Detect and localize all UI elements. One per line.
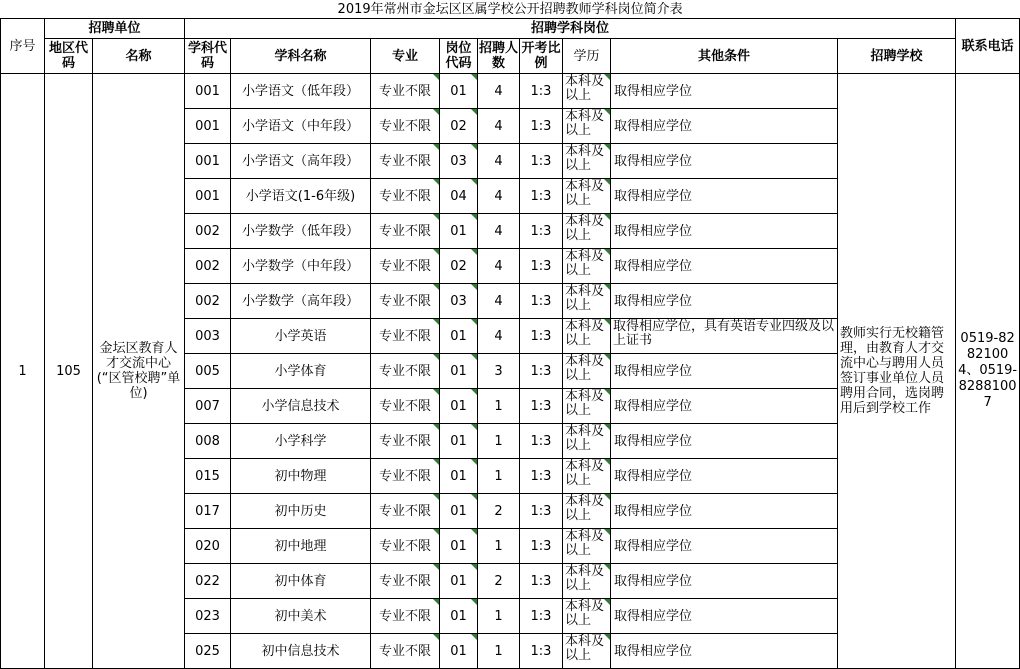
header-exam-ratio: 开考比例 [520,39,563,74]
subject-code-cell: 008 [185,424,231,459]
exam-ratio-cell: 1:3 [520,599,563,634]
table-title: 2019年常州市金坛区区属学校公开招聘教师学科岗位简介表 [1,0,1020,19]
major-cell: 专业不限 [371,214,440,249]
other-conditions-cell: 取得相应学位 [611,389,838,424]
hire-count-cell: 4 [478,179,520,214]
post-code-cell: 02 [440,249,478,284]
subject-name-cell: 小学语文(1-6年级) [231,179,371,214]
header-seq: 序号 [1,19,45,74]
education-cell: 本科及以上 [563,179,611,214]
post-code-cell: 02 [440,109,478,144]
unit-name-cell: 金坛区教育人才交流中心(“区管校聘”单位) [93,74,185,669]
other-conditions-cell: 取得相应学位 [611,529,838,564]
exam-ratio-cell: 1:3 [520,424,563,459]
seq-cell: 1 [1,74,45,669]
subject-code-cell: 022 [185,564,231,599]
other-conditions-cell: 取得相应学位 [611,564,838,599]
other-conditions-cell: 取得相应学位 [611,249,838,284]
header-subject-name: 学科名称 [231,39,371,74]
exam-ratio-cell: 1:3 [520,179,563,214]
header-contact: 联系电话 [956,19,1020,74]
post-code-cell: 01 [440,494,478,529]
major-cell: 专业不限 [371,634,440,669]
hire-count-cell: 4 [478,144,520,179]
exam-ratio-cell: 1:3 [520,564,563,599]
hire-count-cell: 1 [478,459,520,494]
subject-code-cell: 003 [185,319,231,354]
post-code-cell: 01 [440,74,478,109]
education-cell: 本科及以上 [563,319,611,354]
hire-count-cell: 4 [478,249,520,284]
major-cell: 专业不限 [371,249,440,284]
hire-count-cell: 1 [478,389,520,424]
exam-ratio-cell: 1:3 [520,389,563,424]
subject-code-cell: 001 [185,179,231,214]
subject-name-cell: 小学信息技术 [231,389,371,424]
hire-count-cell: 4 [478,214,520,249]
education-cell: 本科及以上 [563,564,611,599]
subject-name-cell: 初中美术 [231,599,371,634]
subject-name-cell: 小学数学（中年段） [231,249,371,284]
header-post-code: 岗位代码 [440,39,478,74]
subject-name-cell: 小学体育 [231,354,371,389]
education-cell: 本科及以上 [563,494,611,529]
header-hire-count: 招聘人数 [478,39,520,74]
other-conditions-cell: 取得相应学位 [611,214,838,249]
hire-count-cell: 4 [478,319,520,354]
subject-code-cell: 002 [185,284,231,319]
post-code-cell: 01 [440,389,478,424]
subject-code-cell: 023 [185,599,231,634]
hire-count-cell: 3 [478,354,520,389]
subject-code-cell: 001 [185,74,231,109]
header-post-group: 招聘学科岗位 [185,19,956,39]
subject-code-cell: 017 [185,494,231,529]
other-conditions-cell: 取得相应学位，具有英语专业四级及以上证书 [611,319,838,354]
hire-count-cell: 4 [478,74,520,109]
other-conditions-cell: 取得相应学位 [611,144,838,179]
hire-count-cell: 2 [478,494,520,529]
subject-name-cell: 小学语文（低年段） [231,74,371,109]
education-cell: 本科及以上 [563,249,611,284]
exam-ratio-cell: 1:3 [520,494,563,529]
hire-count-cell: 1 [478,599,520,634]
other-conditions-cell: 取得相应学位 [611,494,838,529]
other-conditions-cell: 取得相应学位 [611,284,838,319]
major-cell: 专业不限 [371,564,440,599]
education-cell: 本科及以上 [563,74,611,109]
hire-count-cell: 1 [478,424,520,459]
major-cell: 专业不限 [371,74,440,109]
education-cell: 本科及以上 [563,529,611,564]
header-school: 招聘学校 [838,39,956,74]
subject-name-cell: 小学科学 [231,424,371,459]
hire-count-cell: 1 [478,634,520,669]
post-code-cell: 04 [440,179,478,214]
major-cell: 专业不限 [371,284,440,319]
other-conditions-cell: 取得相应学位 [611,74,838,109]
header-education: 学历 [563,39,611,74]
education-cell: 本科及以上 [563,599,611,634]
subject-code-cell: 002 [185,214,231,249]
education-cell: 本科及以上 [563,144,611,179]
header-unit-name: 名称 [93,39,185,74]
education-cell: 本科及以上 [563,389,611,424]
education-cell: 本科及以上 [563,354,611,389]
subject-code-cell: 015 [185,459,231,494]
subject-code-cell: 001 [185,144,231,179]
other-conditions-cell: 取得相应学位 [611,459,838,494]
subject-name-cell: 小学数学（低年段） [231,214,371,249]
exam-ratio-cell: 1:3 [520,109,563,144]
post-code-cell: 03 [440,284,478,319]
post-code-cell: 01 [440,599,478,634]
exam-ratio-cell: 1:3 [520,249,563,284]
school-cell: 教师实行无校籍管理，由教育人才交流中心与聘用人员签订事业单位人员聘用合同，选岗聘用后到学校工作 [838,74,956,669]
subject-name-cell: 小学数学（高年段） [231,284,371,319]
post-code-cell: 01 [440,319,478,354]
exam-ratio-cell: 1:3 [520,319,563,354]
header-area-code: 地区代码 [45,39,93,74]
hire-count-cell: 4 [478,284,520,319]
subject-code-cell: 020 [185,529,231,564]
post-code-cell: 01 [440,634,478,669]
header-subject-code: 学科代码 [185,39,231,74]
phone-cell: 0519-82821004、0519-82881007 [956,74,1020,669]
major-cell: 专业不限 [371,599,440,634]
post-code-cell: 01 [440,564,478,599]
post-code-cell: 01 [440,459,478,494]
exam-ratio-cell: 1:3 [520,459,563,494]
exam-ratio-cell: 1:3 [520,634,563,669]
post-code-cell: 01 [440,424,478,459]
education-cell: 本科及以上 [563,214,611,249]
other-conditions-cell: 取得相应学位 [611,634,838,669]
exam-ratio-cell: 1:3 [520,214,563,249]
major-cell: 专业不限 [371,179,440,214]
exam-ratio-cell: 1:3 [520,74,563,109]
subject-code-cell: 005 [185,354,231,389]
subject-code-cell: 025 [185,634,231,669]
subject-name-cell: 小学语文（高年段） [231,144,371,179]
major-cell: 专业不限 [371,109,440,144]
major-cell: 专业不限 [371,319,440,354]
major-cell: 专业不限 [371,354,440,389]
exam-ratio-cell: 1:3 [520,144,563,179]
other-conditions-cell: 取得相应学位 [611,424,838,459]
header-major: 专业 [371,39,440,74]
education-cell: 本科及以上 [563,634,611,669]
area-code-cell: 105 [45,74,93,669]
post-code-cell: 03 [440,144,478,179]
subject-name-cell: 初中体育 [231,564,371,599]
hire-count-cell: 2 [478,564,520,599]
subject-name-cell: 初中地理 [231,529,371,564]
other-conditions-cell: 取得相应学位 [611,599,838,634]
subject-name-cell: 小学英语 [231,319,371,354]
exam-ratio-cell: 1:3 [520,529,563,564]
major-cell: 专业不限 [371,529,440,564]
exam-ratio-cell: 1:3 [520,354,563,389]
education-cell: 本科及以上 [563,459,611,494]
exam-ratio-cell: 1:3 [520,284,563,319]
major-cell: 专业不限 [371,424,440,459]
subject-code-cell: 001 [185,109,231,144]
hire-count-cell: 1 [478,529,520,564]
post-code-cell: 01 [440,214,478,249]
subject-name-cell: 初中信息技术 [231,634,371,669]
other-conditions-cell: 取得相应学位 [611,354,838,389]
other-conditions-cell: 取得相应学位 [611,179,838,214]
subject-code-cell: 007 [185,389,231,424]
subject-name-cell: 初中物理 [231,459,371,494]
subject-code-cell: 002 [185,249,231,284]
education-cell: 本科及以上 [563,109,611,144]
post-code-cell: 01 [440,354,478,389]
subject-name-cell: 小学语文（中年段） [231,109,371,144]
major-cell: 专业不限 [371,144,440,179]
post-code-cell: 01 [440,529,478,564]
table-row [1,74,1020,109]
other-conditions-cell: 取得相应学位 [611,109,838,144]
education-cell: 本科及以上 [563,284,611,319]
education-cell: 本科及以上 [563,424,611,459]
major-cell: 专业不限 [371,389,440,424]
major-cell: 专业不限 [371,459,440,494]
hire-count-cell: 4 [478,109,520,144]
subject-name-cell: 初中历史 [231,494,371,529]
major-cell: 专业不限 [371,494,440,529]
header-unit-group: 招聘单位 [45,19,185,39]
header-other: 其他条件 [611,39,838,74]
